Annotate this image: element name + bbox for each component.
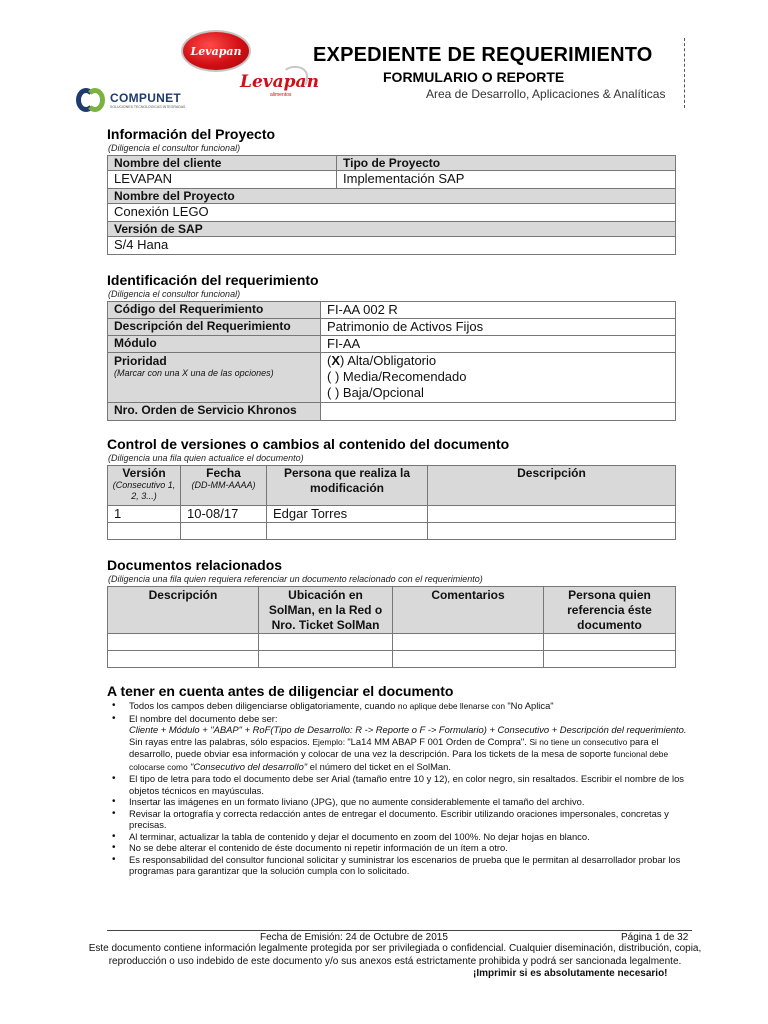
- priority-hint: (Marcar con una X una de las opciones): [114, 368, 274, 378]
- levapan-oval-logo: Levapan: [181, 30, 251, 72]
- project-info-note: (Diligencia el consultor funcional): [108, 143, 241, 153]
- col-person-header: Persona que realiza la modificación: [267, 466, 428, 506]
- col-date-header: Fecha: [206, 466, 241, 480]
- project-name-value[interactable]: Conexión LEGO: [108, 204, 676, 222]
- person-cell[interactable]: Edgar Torres: [267, 506, 428, 523]
- footer-print-notice: ¡Imprimir si es absolutamente necesario!: [473, 968, 668, 979]
- footer-issue-date: Fecha de Emisión: 24 de Octubre de 2015: [260, 932, 448, 943]
- note-item: • Revisar la ortografía y correcta redacción antes de entregar el documento. Escribir utilizando oraciones impersonales, concretas y precisas.: [107, 808, 697, 831]
- client-label: Nombre del cliente: [108, 156, 337, 171]
- project-info-title: Información del Proyecto: [107, 126, 276, 142]
- col-comments-header: Comentarios: [393, 587, 544, 634]
- code-label: Código del Requerimiento: [108, 302, 321, 319]
- doc-person-cell[interactable]: [544, 634, 676, 651]
- requirement-table: [107, 301, 676, 421]
- code-value[interactable]: FI-AA 002 R: [321, 302, 676, 319]
- footer-page-number: Página 1 de 32: [621, 932, 689, 943]
- doc-location-cell[interactable]: [259, 634, 393, 651]
- sap-version-label: Versión de SAP: [108, 222, 676, 237]
- project-info-table: [107, 155, 676, 255]
- col-description-header: Descripción: [428, 466, 676, 506]
- col-doc-desc-header: Descripción: [108, 587, 259, 634]
- col-version-header: Versión: [122, 466, 166, 480]
- desc-label: Descripción del Requerimiento: [108, 319, 321, 336]
- priority-option-low[interactable]: ( ) Baja/Opcional: [327, 385, 424, 400]
- document-title: EXPEDIENTE DE REQUERIMIENTO: [313, 44, 653, 66]
- version-row: [108, 523, 676, 540]
- version-row: [108, 506, 676, 523]
- related-docs-title: Documentos relacionados: [107, 557, 283, 573]
- project-type-label: Tipo de Proyecto: [337, 156, 676, 171]
- note-item: • El tipo de letra para todo el documento debe ser Arial (tamaño entre 10 y 12), en color negro, sin resaltados. Escribir el nombre de los objetos técnicos en mayúsculas.: [107, 773, 697, 796]
- version-cell[interactable]: [108, 523, 181, 540]
- note-item: • No se debe alterar el contenido de éste documento ni repetir información de un ítem a otro.: [107, 842, 697, 854]
- versions-title: Control de versiones o cambios al contenido del documento: [107, 436, 510, 452]
- doc-desc-cell[interactable]: [108, 651, 259, 668]
- note-item: • Todos los campos deben diligenciarse obligatoriamente, cuando no aplique debe llenarse con "No Aplica": [107, 700, 697, 713]
- person-cell[interactable]: [267, 523, 428, 540]
- col-ref-person-header: Persona quien referencia éste documento: [544, 587, 676, 634]
- project-type-value[interactable]: Implementación SAP: [337, 171, 676, 189]
- doc-comments-cell[interactable]: [393, 651, 544, 668]
- module-value[interactable]: FI-AA: [321, 336, 676, 353]
- levapan-text-logo: Levapan alimentos: [240, 66, 310, 102]
- date-cell[interactable]: [181, 523, 267, 540]
- versions-note: (Diligencia una fila quien actualice el documento): [108, 453, 304, 463]
- date-cell[interactable]: 10-08/17: [181, 506, 267, 523]
- client-value[interactable]: LEVAPAN: [108, 171, 337, 189]
- doc-person-cell[interactable]: [544, 651, 676, 668]
- khronos-value[interactable]: [321, 403, 676, 421]
- related-docs-table: [107, 586, 676, 668]
- sap-version-value[interactable]: S/4 Hana: [108, 237, 676, 255]
- notes-list: [107, 700, 697, 877]
- document-area: Area de Desarrollo, Aplicaciones & Analíticas: [426, 87, 666, 101]
- requirement-title: Identificación del requerimiento: [107, 272, 319, 288]
- header-divider: [684, 38, 685, 108]
- version-cell[interactable]: 1: [108, 506, 181, 523]
- footer-legal-notice: Este documento contiene información legalmente protegida por ser privilegiada o confidencial. Cualquier diseminación, distribución, copia, reproducción o uso indebido de este documento y/o sus anexos está estrictamente prohibida y podrá ser sancionada legalmente.: [88, 943, 702, 967]
- priority-option-medium[interactable]: ( ) Media/Recomendado: [327, 369, 467, 384]
- document-subtitle: FORMULARIO O REPORTE: [383, 69, 565, 85]
- description-cell[interactable]: [428, 506, 676, 523]
- versions-table: [107, 465, 676, 540]
- priority-label: Prioridad: [114, 354, 167, 368]
- col-date-hint: (DD-MM-AAAA): [191, 480, 256, 490]
- notes-title: A tener en cuenta antes de diligenciar el documento: [107, 683, 454, 699]
- note-item: • Al terminar, actualizar la tabla de contenido y dejar el documento en zoom del 100%. No dejar hojas en blanco.: [107, 831, 697, 843]
- requirement-note: (Diligencia el consultor funcional): [108, 289, 241, 299]
- footer-divider: [107, 930, 692, 931]
- doc-comments-cell[interactable]: [393, 634, 544, 651]
- related-docs-note: (Diligencia una fila quien requiera referenciar un documento relacionado con el requerimiento): [108, 574, 483, 584]
- doc-desc-cell[interactable]: [108, 634, 259, 651]
- khronos-label: Nro. Orden de Servicio Khronos: [108, 403, 321, 421]
- note-item: • El nombre del documento debe ser: Cliente + Módulo + "ABAP" + RoF(Tipo de Desarrollo: R -> Reporte o F -> Formulario) + Consecutivo + Descripción del requerimiento. Sin rayas entre las palabras, sólo espacios. Ejemplo: "La14 MM ABAP F 001 Orden de Compra". Si no tiene un consecutivo para el desarrollo, puede obviar esa información y colocar de una vez la descripción. Para los tickets de la mesa de soporte funcional debe colocarse como "Consecutivo del desarrollo" el número del ticket en el SolMan.: [107, 713, 697, 774]
- document-header: [0, 0, 768, 125]
- desc-value[interactable]: Patrimonio de Activos Fijos: [321, 319, 676, 336]
- description-cell[interactable]: [428, 523, 676, 540]
- levapan-swoosh-icon: [282, 66, 308, 88]
- module-label: Módulo: [108, 336, 321, 353]
- project-name-label: Nombre del Proyecto: [108, 189, 676, 204]
- note-item: • Insertar las imágenes en un formato liviano (JPG), que no aumente considerablemente el tamaño del archivo.: [107, 796, 697, 808]
- note-item: • Es responsabilidad del consultor funcional solicitar y suministrar los escenarios de prueba que le permitan al desarrollador probar los programas para garantizar que la solución cumpla con lo solicitado.: [107, 854, 697, 877]
- compunet-logo: COMPUNET SOLUCIONES TECNOLOGICAS INTEGRADAS: [76, 86, 185, 114]
- col-location-header: Ubicación en SolMan, en la Red o Nro. Ticket SolMan: [259, 587, 393, 634]
- col-version-hint: (Consecutivo 1, 2, 3...): [112, 480, 176, 501]
- doc-location-cell[interactable]: [259, 651, 393, 668]
- related-doc-row: [108, 651, 676, 668]
- priority-option-high[interactable]: (X) Alta/Obligatorio: [327, 353, 437, 368]
- compunet-mark-icon: [76, 86, 106, 114]
- related-doc-row: [108, 634, 676, 651]
